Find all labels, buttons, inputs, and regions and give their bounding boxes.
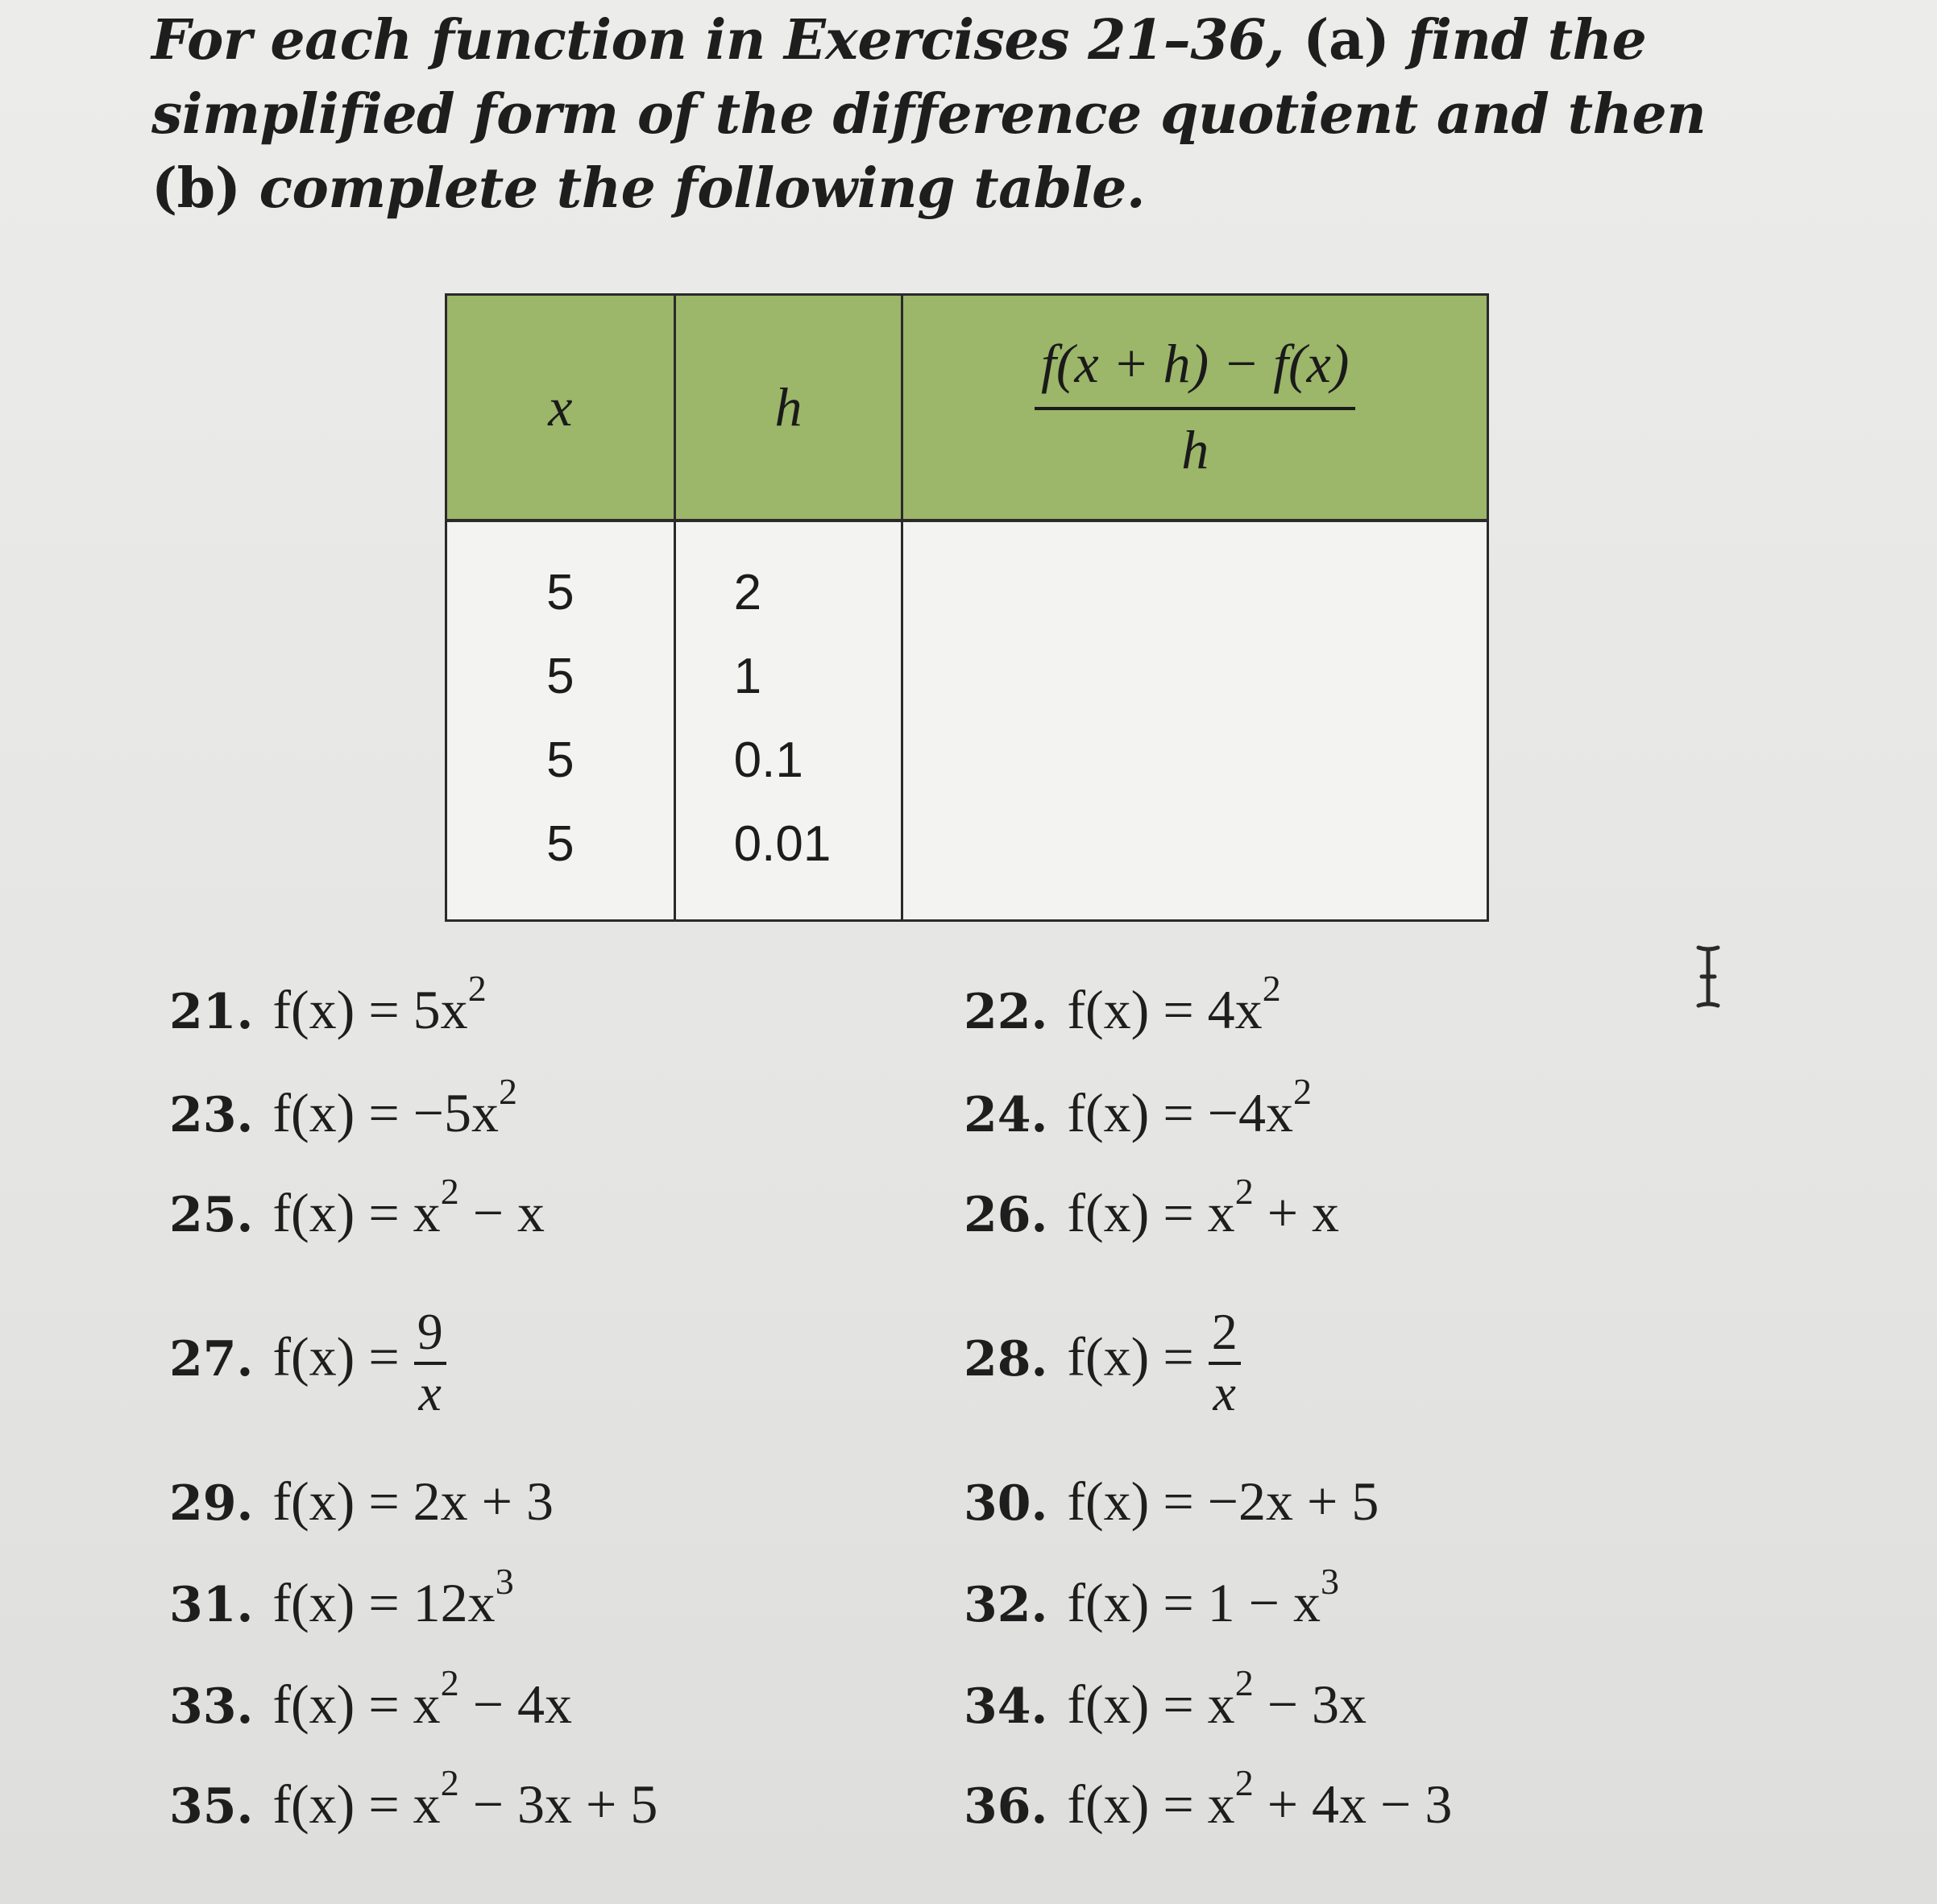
difference-quotient-table [445, 293, 1489, 922]
exercise-number: 33. [169, 1678, 254, 1735]
difference-quotient-fraction [1035, 332, 1356, 482]
instructions-b-label: (b) [151, 156, 241, 221]
exercise-28 [964, 1304, 1241, 1421]
h-column-cell [674, 521, 902, 921]
exercise-23 [169, 1071, 518, 1145]
x-value: 5 [546, 564, 574, 620]
exercise-33 [169, 1662, 573, 1736]
fraction-numerator: 2 [1209, 1304, 1241, 1365]
h-value: 1 [733, 648, 762, 704]
h-value: 0.1 [733, 732, 803, 788]
exercise-tail: + 4x − 3 [1253, 1773, 1453, 1835]
exercise-function: f(x) = x [1067, 1674, 1235, 1735]
exercise-tail: + x [1253, 1182, 1340, 1243]
exercise-exponent: 3 [495, 1561, 514, 1602]
dq-numerator: f(x + h) − f(x) [1035, 332, 1356, 410]
exercise-exponent: 2 [1234, 1762, 1254, 1803]
exercise-27 [169, 1304, 446, 1421]
exercise-26 [964, 1171, 1340, 1245]
table-header-row [446, 295, 1488, 521]
exercise-number: 27. [169, 1330, 254, 1388]
exercise-number: 21. [169, 984, 254, 1040]
exercise-function: f(x) = 1 − x [1067, 1572, 1321, 1633]
exercise-32 [964, 1561, 1340, 1635]
exercise-tail: − 4x [458, 1674, 573, 1735]
fraction-numerator: 9 [414, 1304, 446, 1365]
h-value: 2 [733, 564, 762, 620]
exercise-tail: − 3x [1253, 1674, 1367, 1735]
exercise-number: 31. [169, 1577, 254, 1633]
exercise-number: 36. [964, 1778, 1048, 1835]
instructions-part3: complete the following table. [240, 156, 1146, 221]
exercise-exponent: 2 [440, 1762, 459, 1803]
exercise-function: f(x) = 2x + 3 [272, 1471, 554, 1532]
exercise-function: f(x) = −2x + 5 [1067, 1471, 1379, 1532]
exercise-function: f(x) = x [1067, 1773, 1235, 1835]
exercise-exponent: 2 [440, 1662, 459, 1703]
exercise-number: 23. [169, 1087, 254, 1143]
exercise-number: 35. [169, 1778, 254, 1835]
x-value: 5 [546, 648, 574, 704]
exercise-function: f(x) = 5x [272, 979, 468, 1040]
exercise-function: f(x) = x [1067, 1182, 1235, 1243]
exercise-21 [169, 968, 487, 1042]
x-value: 5 [546, 732, 574, 788]
exercise-number: 32. [964, 1577, 1048, 1633]
difference-quotient-blank-cell [902, 521, 1488, 921]
exercise-function: f(x) = 12x [272, 1572, 496, 1633]
exercise-exponent: 2 [1234, 1662, 1254, 1703]
exercise-34 [964, 1662, 1367, 1736]
exercise-instructions [151, 3, 1731, 226]
exercise-number: 22. [964, 984, 1048, 1040]
exercise-number: 25. [169, 1187, 254, 1243]
exercise-number: 26. [964, 1187, 1048, 1243]
exercise-number: 34. [964, 1678, 1048, 1735]
instructions-part1: For each function in Exercises 21–36, [151, 8, 1304, 73]
exercise-35 [169, 1762, 658, 1836]
fraction-denominator: x [418, 1364, 442, 1421]
exercise-31 [169, 1561, 514, 1635]
exercise-29 [169, 1470, 554, 1533]
exercise-fraction [414, 1304, 446, 1421]
exercise-fraction [1209, 1304, 1241, 1421]
exercise-tail: − 3x + 5 [458, 1773, 658, 1835]
exercise-function: f(x) = −5x [272, 1082, 500, 1143]
exercise-function: f(x) = 4x [1067, 979, 1263, 1040]
exercise-function: f(x) = x [272, 1674, 441, 1735]
exercise-function: f(x) = [272, 1325, 400, 1388]
dq-denominator: h [1181, 419, 1209, 481]
exercise-exponent: 2 [1234, 1171, 1254, 1212]
exercise-exponent: 2 [1293, 1071, 1313, 1112]
exercise-exponent: 3 [1321, 1561, 1340, 1602]
x-value: 5 [546, 815, 574, 872]
header-h: h [674, 295, 902, 521]
exercise-number: 28. [964, 1330, 1048, 1388]
exercise-30 [964, 1470, 1379, 1533]
exercise-function: f(x) = x [272, 1182, 441, 1243]
exercise-function: f(x) = x [272, 1773, 441, 1835]
exercise-function: f(x) = −4x [1067, 1082, 1294, 1143]
instructions-part2: find the simplified form of the difference quotient and then [151, 8, 1707, 147]
exercise-tail: − x [458, 1182, 545, 1243]
exercise-exponent: 2 [1262, 968, 1281, 1009]
h-value: 0.01 [733, 815, 832, 872]
text-cursor-icon [1692, 944, 1724, 1009]
exercise-function: f(x) = [1067, 1325, 1194, 1388]
x-column-cell [446, 521, 675, 921]
exercise-22 [964, 968, 1281, 1042]
instructions-a-label: (a) [1303, 8, 1390, 73]
exercise-number: 24. [964, 1087, 1048, 1143]
header-difference-quotient [902, 295, 1488, 521]
exercise-24 [964, 1071, 1313, 1145]
exercise-number: 29. [169, 1475, 254, 1532]
exercise-25 [169, 1171, 545, 1245]
exercise-exponent: 2 [440, 1171, 459, 1212]
exercise-number: 30. [964, 1475, 1048, 1532]
exercise-exponent: 2 [499, 1071, 518, 1112]
header-x: x [446, 295, 675, 521]
fraction-denominator: x [1213, 1364, 1236, 1421]
table-body-row [446, 521, 1488, 921]
exercise-36 [964, 1762, 1453, 1836]
exercise-exponent: 2 [467, 968, 487, 1009]
